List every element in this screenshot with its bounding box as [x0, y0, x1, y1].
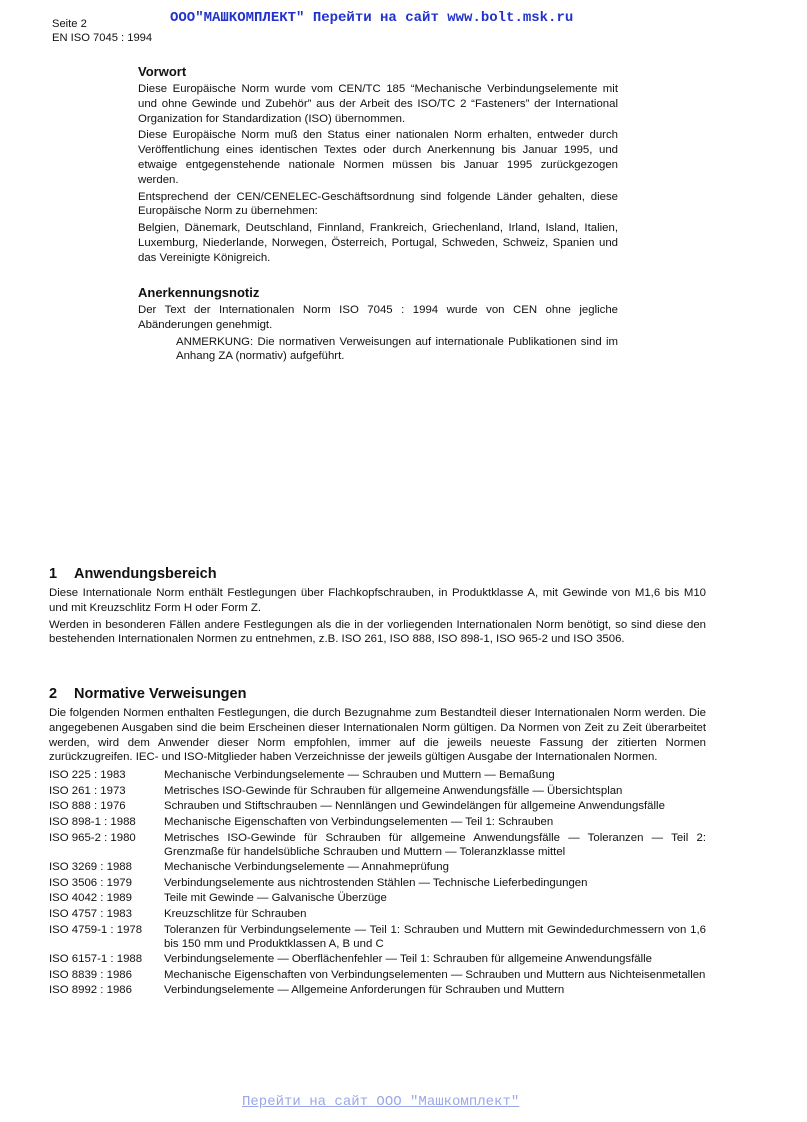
reference-row	[49, 983, 706, 999]
reference-title: Mechanische Verbindungselemente — Schrauben und Muttern — Bemaßung	[164, 769, 555, 782]
reference-title: Mechanische Eigenschaften von Verbindungselementen — Schrauben und Muttern aus Nichteisenmetallen	[164, 968, 706, 981]
reference-code: ISO 8839 : 1986	[49, 968, 132, 981]
foreword-section	[138, 64, 618, 268]
reference-code: ISO 225 : 1983	[49, 769, 126, 782]
reference-code: ISO 8992 : 1986	[49, 984, 132, 997]
endorsement-paragraph: Der Text der Internationalen Norm ISO 7045 : 1994 wurde von CEN ohne jegliche Abänderungen genehmigt.	[138, 304, 618, 331]
page-header	[52, 17, 152, 45]
references-intro: Die folgenden Normen enthalten Festlegungen, die durch Bezugnahme zum Bestandteil dieser Internationalen Norm werden. Die angegebenen Ausgaben sind die beim Erscheinen dieser Internationalen Norm gültigen. Da Normen von Zeit zu Zeit überarbeitet werden, wird dem Anwender dieser Norm empfohlen, immer auf die jeweils neueste Fassung der zitierten Normen zurückzugreifen. IEC- und ISO-Mitglieder haben Verzeichnisse der jeweils gültigen Ausgabe der Internationalen Normen.	[49, 707, 706, 764]
foreword-paragraph: Entsprechend der CEN/CENELEC-Geschäftsordnung sind folgende Länder gehalten, diese Europäische Norm zu übernehmen:	[138, 190, 618, 218]
reference-row	[49, 831, 706, 861]
foreword-paragraph: Diese Europäische Norm muß den Status einer nationalen Norm erhalten, entweder durch Veröffentlichung eines identischen Textes oder durch Anerkennung bis Januar 1995, und etwaige entgegenstehende nationale Normen müssen bis Januar 1995 zurückgezogen werden.	[138, 129, 618, 186]
reference-row	[49, 784, 706, 800]
reference-code: ISO 965-2 : 1980	[49, 831, 136, 844]
reference-title: Mechanische Eigenschaften von Verbindungselementen — Teil 1: Schrauben	[164, 815, 554, 828]
reference-title: Verbindungselemente — Allgemeine Anforderungen für Schrauben und Muttern	[164, 984, 565, 997]
reference-code: ISO 3269 : 1988	[49, 861, 132, 874]
reference-code: ISO 4759-1 : 1978	[49, 923, 143, 936]
reference-code: ISO 6157-1 : 1988	[49, 953, 143, 966]
reference-title: Teile mit Gewinde — Galvanische Überzüge	[164, 892, 387, 905]
reference-row	[49, 876, 706, 892]
reference-row	[49, 768, 706, 784]
reference-title: Schrauben und Stiftschrauben — Nennlängen und Gewindelängen für allgemeine Anwendungsfälle	[164, 800, 665, 813]
endorsement-section	[138, 285, 618, 364]
section-1-number: 1	[49, 566, 58, 582]
foreword-paragraph: Diese Europäische Norm wurde vom CEN/TC 185 “Mechanische Verbindungselemente mit und ohne Gewinde und Zubehör” aus der Arbeit des ISO/TC 2 “Fasteners” der International Organization for Standardization (ISO) übernommen.	[138, 83, 618, 125]
reference-row	[49, 968, 706, 984]
reference-row	[49, 923, 706, 953]
section-references	[49, 685, 706, 999]
reference-code: ISO 4757 : 1983	[49, 907, 132, 920]
reference-row	[49, 860, 706, 876]
section-2-number: 2	[49, 686, 58, 702]
foreword-heading: Vorwort	[138, 64, 187, 79]
endorsement-note: ANMERKUNG: Die normativen Verweisungen auf internationale Publikationen sind im Anhang ZA (normativ) aufgeführt.	[176, 335, 618, 363]
reference-row	[49, 815, 706, 831]
endorsement-heading: Anerkennungsnotiz	[138, 285, 260, 300]
reference-row	[49, 799, 706, 815]
scope-paragraph: Diese Internationale Norm enthält Festlegungen über Flachkopfschrauben, in Produktklasse A, mit Gewinde von M1,6 bis M10 und mit Kreuzschlitz Form H oder Form Z.	[49, 587, 706, 614]
reference-title: Toleranzen für Verbindungselemente — Teil 1: Schrauben und Muttern mit Gewindedurchmessern von 1,6 bis 150 mm und Produktklassen A, B und C	[164, 923, 706, 950]
reference-row	[49, 952, 706, 968]
reference-title: Metrisches ISO-Gewinde für Schrauben für allgemeine Anwendungsfälle — Toleranzen — Teil 2: Grenzmaße für handelsübliche Schrauben und Muttern — Toleranzklasse mittel	[164, 831, 706, 858]
section-2-heading	[49, 685, 706, 703]
reference-title: Kreuzschlitze für Schrauben	[164, 907, 307, 920]
reference-code: ISO 261 : 1973	[49, 784, 126, 797]
foreword-paragraph: Belgien, Dänemark, Deutschland, Finnland, Frankreich, Griechenland, Irland, Island, Italien, Luxemburg, Niederlande, Norwegen, Österreich, Portugal, Schweden, Schweiz, Spanien und das Vereinigte Königreich.	[138, 222, 618, 264]
section-2-title: Normative Verweisungen	[74, 686, 247, 702]
page-number: Seite 2	[52, 18, 87, 30]
reference-title: Verbindungselemente — Oberflächenfehler — Teil 1: Schrauben für allgemeine Anwendungsfälle	[164, 953, 652, 966]
references-table	[49, 768, 706, 999]
standard-id: EN ISO 7045 : 1994	[52, 32, 153, 44]
reference-row	[49, 891, 706, 907]
top-site-link[interactable]: ООО"МАШКОМПЛЕКТ" Перейти на сайт www.bolt.msk.ru	[170, 10, 574, 26]
reference-code: ISO 888 : 1976	[49, 800, 126, 813]
bottom-site-link[interactable]: Перейти на сайт ООО "Машкомплект"	[242, 1094, 520, 1110]
reference-title: Mechanische Verbindungselemente — Annahmeprüfung	[164, 861, 449, 874]
reference-code: ISO 3506 : 1979	[49, 876, 132, 889]
reference-title: Verbindungselemente aus nichtrostenden Stählen — Technische Lieferbedingungen	[164, 876, 588, 889]
scope-paragraph: Werden in besonderen Fällen andere Festlegungen als die in der vorliegenden Internationalen Norm benötigt, so sind diese den bestehenden Internationalen Normen zu entnehmen, z.B. ISO 261, ISO 888, ISO 898-1, ISO 965-2 und ISO 3506.	[49, 618, 706, 646]
reference-row	[49, 907, 706, 923]
reference-code: ISO 4042 : 1989	[49, 892, 132, 905]
reference-title: Metrisches ISO-Gewinde für Schrauben für allgemeine Anwendungsfälle — Übersichtsplan	[164, 784, 623, 797]
section-1-title: Anwendungsbereich	[74, 566, 217, 582]
section-1-heading	[49, 565, 706, 583]
reference-code: ISO 898-1 : 1988	[49, 815, 136, 828]
section-scope	[49, 565, 706, 649]
